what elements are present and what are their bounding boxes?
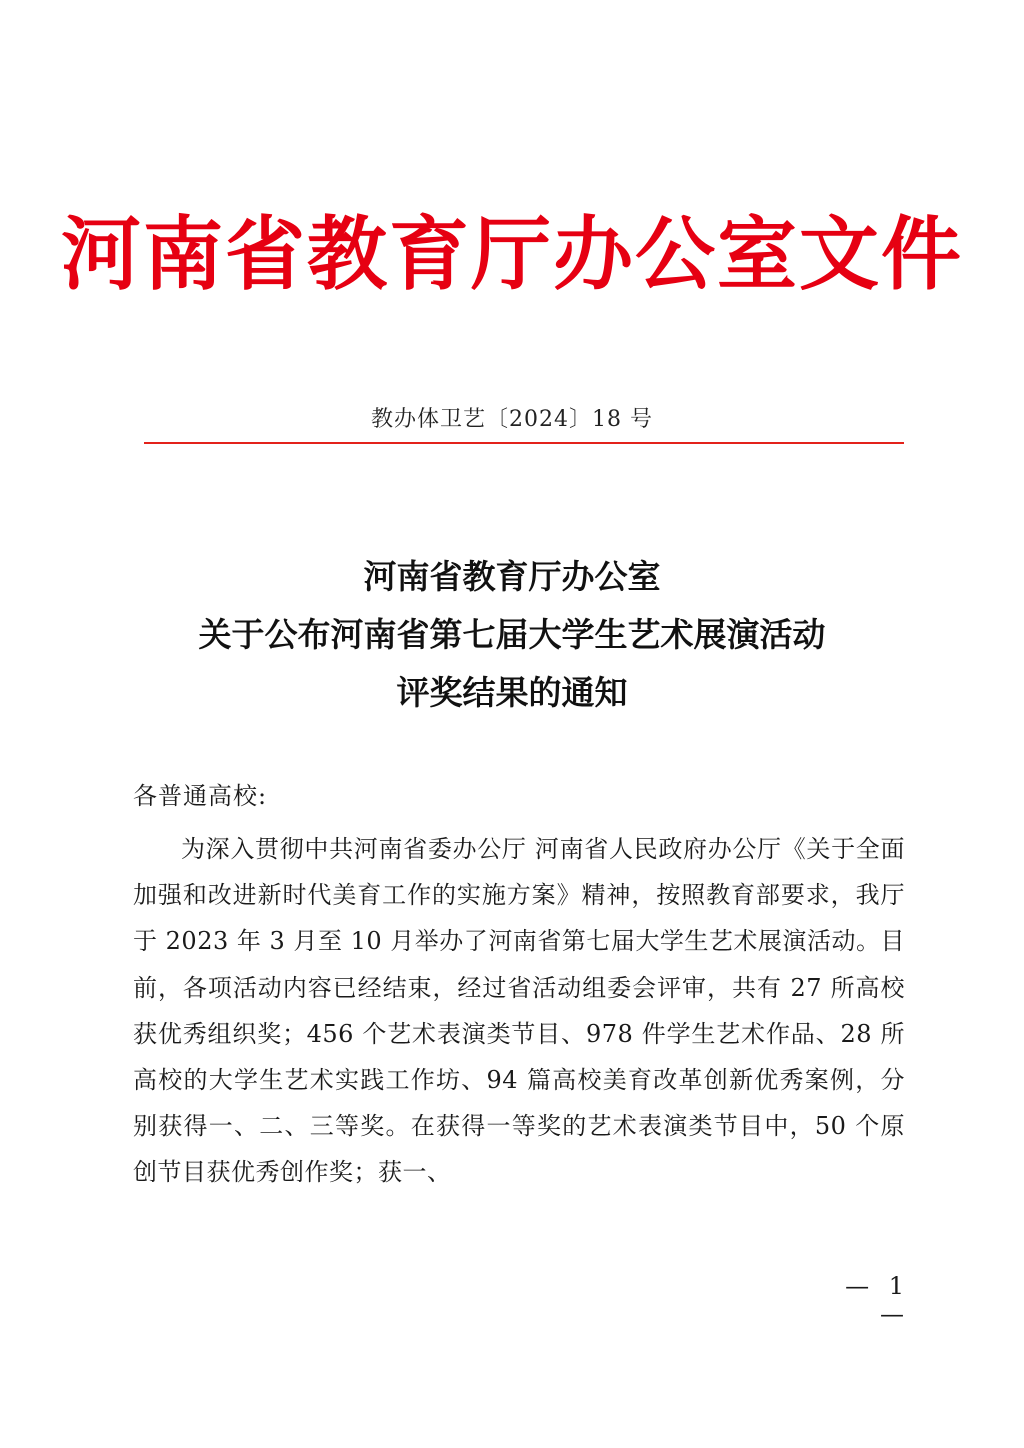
masthead-title: 河南省教育厅办公室文件 xyxy=(61,207,963,301)
notice-title xyxy=(0,548,1024,722)
notice-title-line-1: 河南省教育厅办公室 xyxy=(363,557,661,596)
red-divider-line xyxy=(144,442,904,444)
page-number: — 1 — xyxy=(845,1272,910,1328)
notice-title-line-2: 关于公布河南省第七届大学生艺术展演活动 xyxy=(198,615,826,654)
notice-title-line-3: 评奖结果的通知 xyxy=(396,673,628,712)
document-number: 教办体卫艺〔2024〕18 号 xyxy=(371,407,653,432)
body-paragraph: 为深入贯彻中共河南省委办公厅 河南省人民政府办公厅《关于全面加强和改进新时代美育工作的实施方案》精神，按照教育部要求，我厅于 2023 年 3 月至 10 月举办了河南省第七届大学生艺术展演活动。目前，各项活动内容已经结束，经过省活动组委会评审，共有 27 所高校获优秀组织奖；456 个艺术表演类节目、978 件学生艺术作品、28 所高校的大学生艺术实践工作坊、94 篇高校美育改革创新优秀案例，分别获得一、二、三等奖。在获得一等奖的艺术表演类节目中，50 个原创节目获优秀创作奖；获一、 xyxy=(133,835,905,1187)
salutation: 各普通高校: xyxy=(133,782,268,810)
